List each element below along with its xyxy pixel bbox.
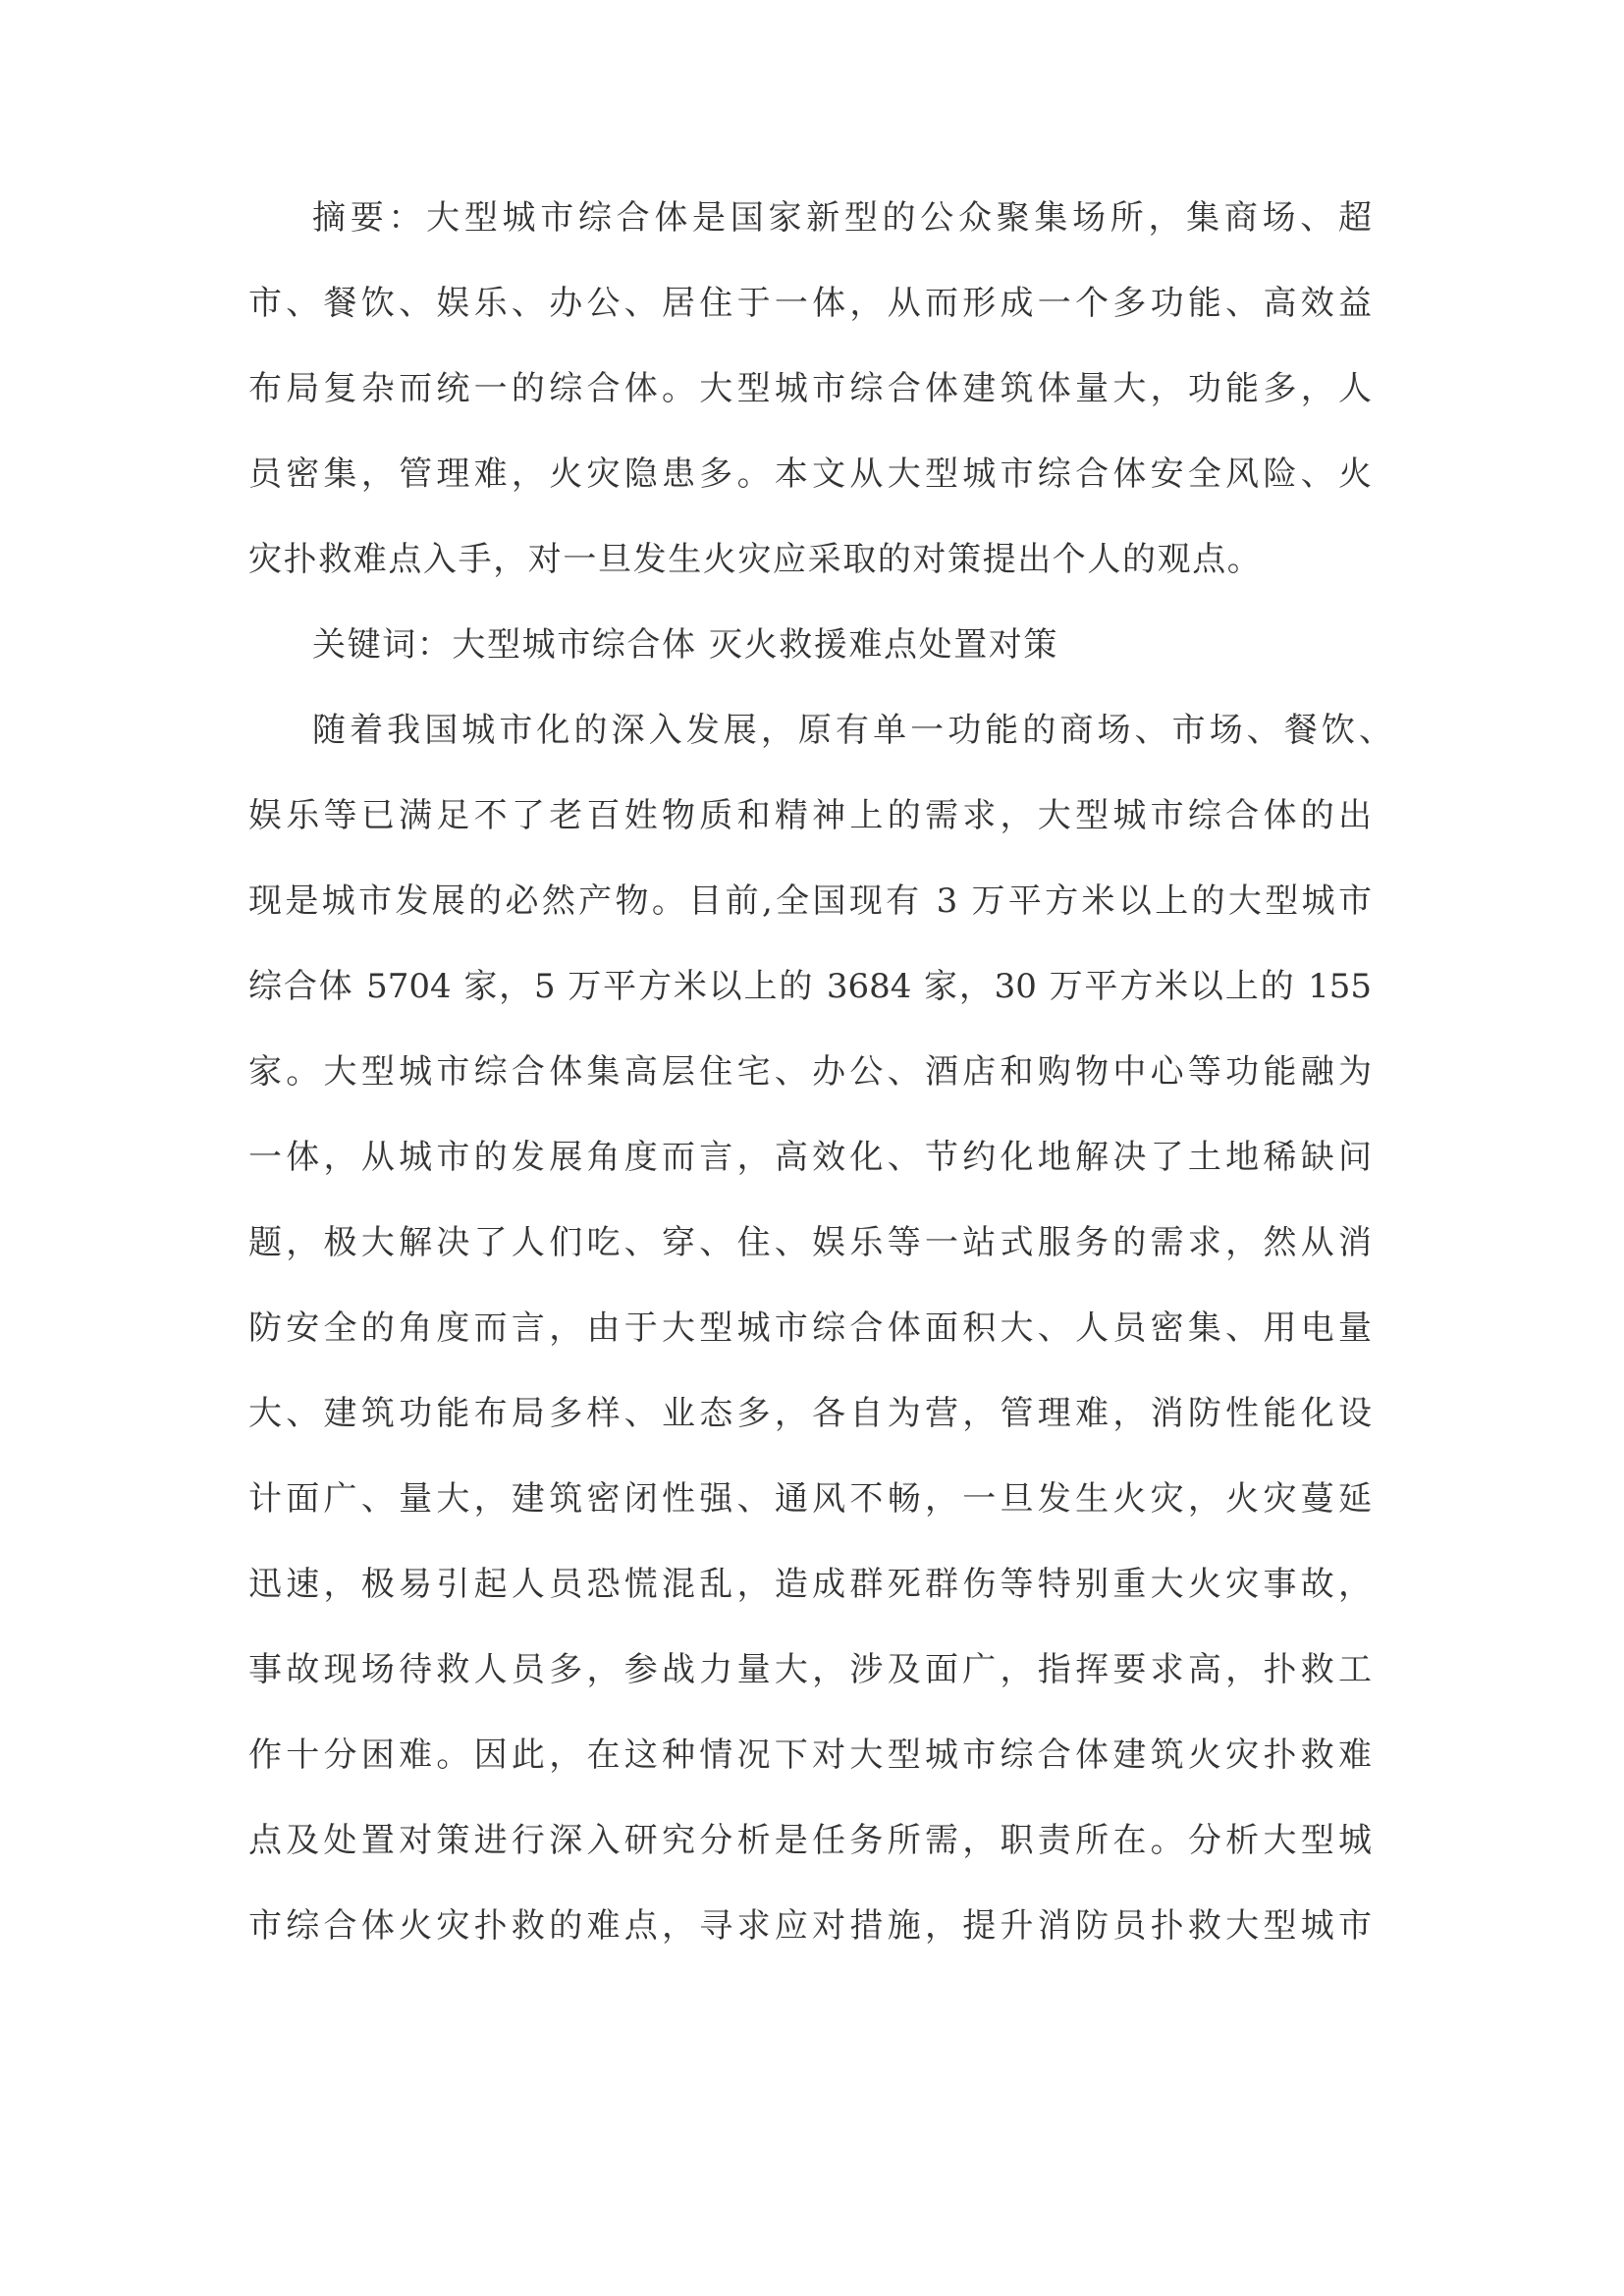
abstract-line-4: 员密集，管理难，火灾隐患多。本文从大型城市综合体安全风险、火 [248, 454, 1372, 494]
abstract-line-2: 市、餐饮、娱乐、办公、居住于一体，从而形成一个多功能、高效益 [248, 284, 1372, 323]
body-line-1: 随着我国城市化的深入发展，原有单一功能的商场、市场、餐饮、 [312, 711, 1392, 750]
body-line-6: 一体，从城市的发展角度而言，高效化、节约化地解决了土地稀缺问 [248, 1138, 1372, 1177]
body-line-10: 计面广、量大，建筑密闭性强、通风不畅，一旦发生火灾，火灾蔓延 [248, 1479, 1372, 1519]
body-line-5: 家。大型城市综合体集高层住宅、办公、酒店和购物中心等功能融为 [248, 1052, 1372, 1092]
body-line-13: 作十分困难。因此，在这种情况下对大型城市综合体建筑火灾扑救难 [248, 1735, 1372, 1775]
body-line-3: 现是城市发展的必然产物。目前,全国现有 3 万平方米以上的大型城市 [248, 881, 1372, 921]
body-line-14: 点及处置对策进行深入研究分析是任务所需，职责所在。分析大型城 [248, 1821, 1372, 1860]
body-line-2: 娱乐等已满足不了老百姓物质和精神上的需求，大型城市综合体的出 [248, 796, 1372, 835]
body-line-15: 市综合体火灾扑救的难点，寻求应对措施，提升消防员扑救大型城市 [248, 1906, 1372, 1946]
abstract-line-5: 灾扑救难点入手，对一旦发生火灾应采取的对策提出个人的观点。 [248, 540, 1263, 579]
body-line-7: 题，极大解决了人们吃、穿、住、娱乐等一站式服务的需求，然从消 [248, 1223, 1372, 1262]
body-line-9: 大、建筑功能布局多样、业态多，各自为营，管理难，消防性能化设 [248, 1394, 1372, 1433]
body-line-11: 迅速，极易引起人员恐慌混乱，造成群死群伤等特别重大火灾事故， [248, 1565, 1372, 1604]
keywords-line: 关键词：大型城市综合体 灭火救援难点处置对策 [312, 625, 1059, 665]
body-line-12: 事故现场待救人员多，参战力量大，涉及面广，指挥要求高，扑救工 [248, 1650, 1372, 1689]
body-line-8: 防安全的角度而言，由于大型城市综合体面积大、人员密集、用电量 [248, 1308, 1372, 1348]
abstract-line-3: 布局复杂而统一的综合体。大型城市综合体建筑体量大，功能多，人 [248, 369, 1372, 408]
abstract-line-1: 摘要：大型城市综合体是国家新型的公众聚集场所，集商场、超 [312, 198, 1372, 238]
body-line-4: 综合体 5704 家，5 万平方米以上的 3684 家，30 万平方米以上的 155 [248, 967, 1372, 1006]
